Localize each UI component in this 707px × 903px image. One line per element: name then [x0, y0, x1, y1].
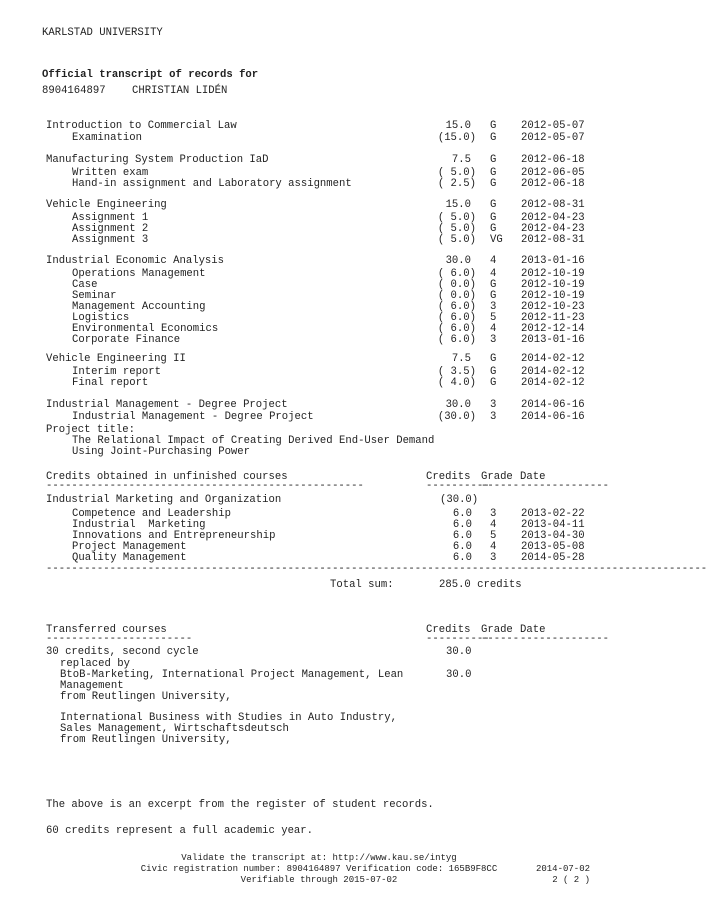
underline-dashes: -----------------------: [46, 633, 193, 645]
course-part-grade: G: [490, 167, 497, 179]
course-name: Vehicle Engineering: [46, 199, 167, 211]
course-part-grade: 3: [490, 411, 497, 423]
unfinished-part-credits: 6.0: [452, 530, 472, 542]
course-part-date: 2012-12-14: [521, 323, 585, 335]
course-part-date: 2012-06-18: [521, 178, 585, 190]
course-grade: 4: [490, 255, 497, 267]
course-credits: 7.5: [451, 353, 471, 365]
course-part-credits: ( 4.0): [437, 377, 476, 389]
course-part-credits: ( 5.0): [437, 234, 476, 246]
course-part-grade: G: [490, 178, 497, 190]
course-part-date: 2012-10-19: [521, 268, 585, 280]
course-part-credits: ( 6.0): [437, 334, 476, 346]
unfinished-part-date: 2013-04-30: [521, 530, 585, 542]
course-part-credits: ( 3.5): [437, 366, 476, 378]
course-part-credits: ( 6.0): [437, 301, 476, 313]
course-part-grade: 4: [490, 323, 497, 335]
total-separator-line: --------------------------------------------------------------------------------------------------------: [46, 563, 707, 575]
course-part-credits: ( 2.5): [437, 178, 476, 190]
unfinished-part-name: Competence and Leadership: [72, 508, 231, 520]
course-part-grade: G: [490, 279, 497, 291]
unfinished-part-grade: 4: [490, 541, 497, 553]
replacement-credits: 30.0: [446, 669, 472, 681]
unfinished-part-name: Innovations and Entrepreneurship: [72, 530, 276, 542]
course-part-name: Industrial Management - Degree Project: [72, 411, 314, 423]
course-part-grade: 3: [490, 334, 497, 346]
course-date: 2012-08-31: [521, 199, 585, 211]
underline-dashes: ----------: [426, 633, 490, 645]
course-part-name: Assignment 1: [72, 212, 149, 224]
unfinished-part-name: Industrial Marketing: [72, 519, 206, 531]
course-part-date: 2014-02-12: [521, 377, 585, 389]
course-grade: G: [490, 353, 497, 365]
person-id: 8904164897: [42, 85, 106, 97]
course-credits: 15.0: [445, 120, 471, 132]
transferred-header-title: Transferred courses: [46, 624, 167, 636]
course-credits: 30.0: [445, 255, 471, 267]
course-part-credits: (15.0): [437, 132, 476, 144]
course-part-date: 2012-04-23: [521, 223, 585, 235]
course-part-grade: G: [490, 290, 497, 302]
course-credits: 7.5: [451, 154, 471, 166]
course-part-credits: ( 0.0): [437, 290, 476, 302]
unfinished-col-grade: Grade: [481, 471, 513, 483]
course-part-name: Case: [72, 279, 98, 291]
unfinished-part-name: Quality Management: [72, 552, 187, 564]
institution-name: KARLSTAD UNIVERSITY: [42, 27, 163, 39]
footer-validate: Validate the transcript at: http://www.kau.se/intyg: [181, 853, 457, 863]
academic-year-note: 60 credits represent a full academic year.: [46, 825, 314, 837]
course-part-date: 2012-10-23: [521, 301, 585, 313]
course-grade: G: [490, 120, 497, 132]
unfinished-part-name: Project Management: [72, 541, 187, 553]
course-part-credits: ( 5.0): [437, 167, 476, 179]
transferred-item-credits: 30.0: [446, 646, 472, 658]
unfinished-part-grade: 4: [490, 519, 497, 531]
unfinished-col-date: Date: [520, 471, 546, 483]
course-part-name: Interim report: [72, 366, 162, 378]
course-name: Vehicle Engineering II: [46, 353, 186, 365]
course-part-name: Seminar: [72, 290, 117, 302]
project-label: Project title:: [46, 424, 136, 436]
course-date: 2014-06-16: [521, 399, 585, 411]
course-part-date: 2012-11-23: [521, 312, 585, 324]
course-part-grade: G: [490, 366, 497, 378]
course-part-name: Assignment 2: [72, 223, 149, 235]
unfinished-course-name: Industrial Marketing and Organization: [46, 494, 282, 506]
project-title-line1: The Relational Impact of Creating Derived End-User Demand: [72, 435, 435, 447]
replacement-line1: BtoB-Marketing, International Project Management, Lean: [60, 669, 404, 681]
underline-dashes: --------------: [520, 633, 610, 645]
transferred-col-credits: Credits: [426, 624, 471, 636]
unfinished-part-date: 2013-05-08: [521, 541, 585, 553]
unfinished-part-date: 2014-05-28: [521, 552, 585, 564]
transferred-col-date: Date: [520, 624, 546, 636]
unfinished-course-credits: (30.0): [440, 494, 479, 506]
unfinished-part-grade: 3: [490, 552, 497, 564]
total-value: 285.0 credits: [439, 579, 522, 591]
course-part-grade: 3: [490, 301, 497, 313]
course-part-date: 2014-02-12: [521, 366, 585, 378]
replacement2-line2: Sales Management, Wirtschaftsdeutsch: [60, 723, 289, 735]
course-part-grade: 5: [490, 312, 497, 324]
unfinished-part-date: 2013-02-22: [521, 508, 585, 520]
transferred-item-name: 30 credits, second cycle: [46, 646, 199, 658]
total-label: Total sum:: [330, 579, 394, 591]
unfinished-part-grade: 5: [490, 530, 497, 542]
course-credits: 30.0: [445, 399, 471, 411]
excerpt-note: The above is an excerpt from the register of student records.: [46, 799, 434, 811]
footer-civic: Civic registration number: 8904164897 Verification code: 165B9F8CC: [140, 864, 498, 874]
course-grade: G: [490, 154, 497, 166]
course-name: Industrial Economic Analysis: [46, 255, 225, 267]
replacement2-line1: International Business with Studies in Auto Industry,: [60, 712, 397, 724]
course-part-name: Examination: [72, 132, 142, 144]
course-credits: 15.0: [445, 199, 471, 211]
unfinished-part-credits: 6.0: [452, 508, 472, 520]
underline-dashes: ------: [481, 480, 520, 492]
course-part-name: Logistics: [72, 312, 130, 324]
course-date: 2012-06-18: [521, 154, 585, 166]
replacement2-from: from Reutlingen University,: [60, 734, 232, 746]
course-part-grade: G: [490, 212, 497, 224]
course-part-credits: ( 5.0): [437, 223, 476, 235]
course-part-name: Assignment 3: [72, 234, 149, 246]
replaced-by-label: replaced by: [60, 658, 130, 670]
unfinished-part-credits: 6.0: [452, 541, 472, 553]
replacement-from: from Reutlingen University,: [60, 691, 232, 703]
course-part-name: Written exam: [72, 167, 149, 179]
course-part-grade: VG: [490, 234, 503, 246]
course-date: 2012-05-07: [521, 120, 585, 132]
course-part-grade: G: [490, 377, 497, 389]
course-part-grade: G: [490, 223, 497, 235]
underline-dashes: --------------------------------------------------: [46, 480, 364, 492]
underline-dashes: ------: [481, 633, 520, 645]
unfinished-header-title: Credits obtained in unfinished courses: [46, 471, 288, 483]
course-part-grade: G: [490, 132, 497, 144]
course-part-credits: ( 5.0): [437, 212, 476, 224]
course-date: 2013-01-16: [521, 255, 585, 267]
course-part-name: Corporate Finance: [72, 334, 181, 346]
course-part-date: 2012-05-07: [521, 132, 585, 144]
unfinished-part-credits: 6.0: [452, 519, 472, 531]
course-part-date: 2012-04-23: [521, 212, 585, 224]
course-part-date: 2012-10-19: [521, 279, 585, 291]
course-name: Introduction to Commercial Law: [46, 120, 237, 132]
unfinished-col-credits: Credits: [426, 471, 471, 483]
course-part-credits: (30.0): [437, 411, 476, 423]
course-part-name: Environmental Economics: [72, 323, 219, 335]
course-part-date: 2013-01-16: [521, 334, 585, 346]
footer-verifiable: Verifiable through 2015-07-02: [240, 875, 398, 885]
course-part-name: Management Accounting: [72, 301, 206, 313]
footer-page: 2 ( 2 ): [552, 875, 590, 885]
course-part-date: 2012-10-19: [521, 290, 585, 302]
course-part-date: 2012-08-31: [521, 234, 585, 246]
course-grade: 3: [490, 399, 497, 411]
replacement-line2: Management: [60, 680, 124, 692]
course-part-date: 2012-06-05: [521, 167, 585, 179]
course-part-credits: ( 0.0): [437, 279, 476, 291]
course-part-name: Final report: [72, 377, 149, 389]
course-part-name: Hand-in assignment and Laboratory assignment: [72, 178, 352, 190]
unfinished-part-date: 2013-04-11: [521, 519, 585, 531]
course-part-credits: ( 6.0): [437, 312, 476, 324]
person-name: CHRISTIAN LIDÉN: [132, 85, 228, 97]
footer-date: 2014-07-02: [535, 864, 590, 874]
course-part-credits: ( 6.0): [437, 323, 476, 335]
document-title: Official transcript of records for: [42, 69, 259, 81]
course-date: 2014-02-12: [521, 353, 585, 365]
course-name: Industrial Management - Degree Project: [46, 399, 288, 411]
course-part-name: Operations Management: [72, 268, 206, 280]
project-title-line2: Using Joint-Purchasing Power: [72, 446, 251, 458]
course-part-grade: 4: [490, 268, 497, 280]
unfinished-part-grade: 3: [490, 508, 497, 520]
underline-dashes: --------------: [520, 480, 610, 492]
transferred-col-grade: Grade: [481, 624, 513, 636]
course-part-credits: ( 6.0): [437, 268, 476, 280]
course-grade: G: [490, 199, 497, 211]
unfinished-part-credits: 6.0: [452, 552, 472, 564]
underline-dashes: ----------: [426, 480, 490, 492]
course-name: Manufacturing System Production IaD: [46, 154, 269, 166]
course-part-date: 2014-06-16: [521, 411, 585, 423]
